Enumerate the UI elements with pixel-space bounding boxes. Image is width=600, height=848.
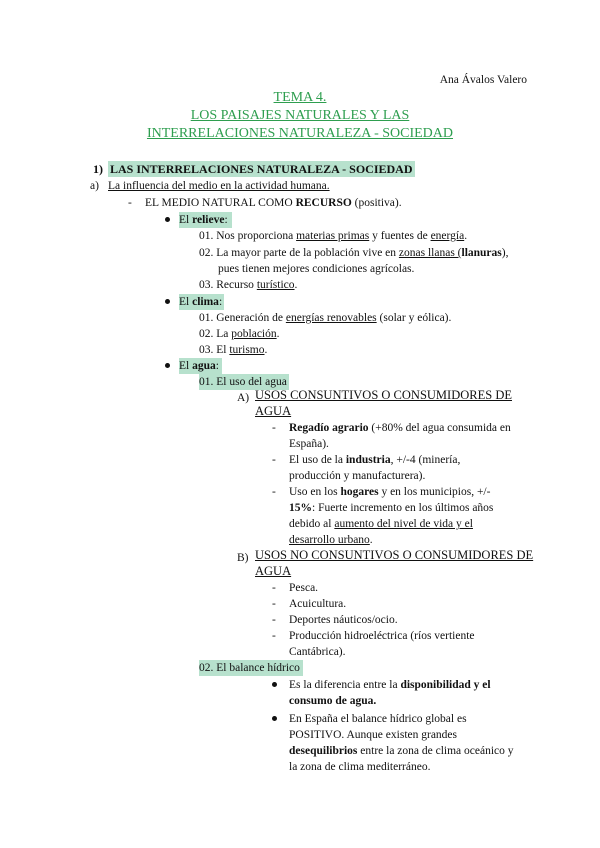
agua-bullet [165,358,170,374]
relieve-label: El relieve: [179,212,232,228]
usos-b-item-4-cont: Cantábrica). [289,646,346,658]
title-line3: INTERRELACIONES NATURALEZA - SOCIEDAD [146,126,454,141]
usos-a-letter: A) [237,392,250,404]
usos-b-item-1: Pesca. [289,582,319,594]
usos-a-item-3-cont2: debido al aumento del nivel de vida y el [289,518,473,530]
balance-item-2-cont3: la zona de clima mediterráneo. [289,761,431,773]
usos-a-item-1-cont: España). [289,438,329,450]
section-number: 1) [93,162,103,176]
usos-b-item-3: Deportes náuticos/ocio. [289,614,398,626]
balance-item-2-cont2: desequilibrios entre la zona de clima oceánico y [289,745,514,757]
clima-bullet [165,294,170,310]
usos-b-title-l1: USOS NO CONSUNTIVOS O CONSUMIDORES DE [255,548,534,562]
clima-label: El clima: [179,296,223,308]
section-heading: LAS INTERRELACIONES NATURALEZA - SOCIEDAD [110,162,413,176]
balance-title: 02. El balance hídrico [199,660,303,676]
balance-item-1: Es la diferencia entre la disponibilidad y el [289,679,491,691]
balance-item-1-cont: consumo de agua. [289,695,377,707]
usos-a-item-2: El uso de la industria, +/-4 (minería, [289,454,461,466]
usos-b-dash-3: - [272,614,276,626]
usos-a-item-3-cont1: 15%: Fuerte incremento en los últimos años [289,502,494,514]
medio-dash: - [128,197,132,209]
balance-item-2-cont1: POSITIVO. Aunque existen grandes [289,729,458,741]
usos-a-item-1: Regadío agrario (+80% del agua consumida en [289,422,511,434]
clima-item-2: 02. La población. [199,328,280,340]
author-name: Ana Ávalos Valero [439,74,527,86]
relieve-item-2: 02. La mayor parte de la población vive en zonas llanas (llanuras), [199,247,509,259]
usos-b-letter: B) [237,552,249,564]
relieve-item-2-cont: pues tienen mejores condiciones agrícolas. [218,263,415,275]
balance-bullet-2 [272,711,277,727]
medio-text-post: (positiva). [351,197,402,209]
item-a-letter: a) [90,180,99,192]
balance-item-2: En España el balance hídrico global es [289,713,467,725]
medio-text-pre: EL MEDIO NATURAL COMO [145,197,296,209]
usos-a-item-2-cont: producción y manufacturera). [289,470,426,482]
usos-a-title-l2: AGUA [255,404,292,418]
uso-agua-title: 01. El uso del agua [199,376,287,388]
usos-a-item-3: Uso en los hogares y en los municipios, +/- [289,486,491,498]
title-line2: LOS PAISAJES NATURALES Y LAS [190,108,410,123]
usos-b-title-l2: AGUA [255,564,292,578]
relieve-bullet [165,212,170,228]
usos-b-item-2: Acuicultura. [289,598,347,610]
usos-b-dash-2: - [272,598,276,610]
medio-text [145,195,402,211]
title-line1: TEMA 4. [273,90,327,105]
usos-a-item-3-cont3: desarrollo urbano. [289,534,373,546]
clima-item-1: 01. Generación de energías renovables (solar y eólica). [199,312,452,324]
relieve-item-3: 03. Recurso turístico. [199,279,298,291]
usos-b-dash-4: - [272,630,276,642]
relieve-item-1: 01. Nos proporciona materias primas y fuentes de energía. [199,230,468,242]
medio-text-bold: RECURSO [295,197,352,209]
usos-b-dash-1: - [272,582,276,594]
clima-item-3: 03. El turismo. [199,344,268,356]
usos-b-item-4: Producción hidroeléctrica (ríos vertiente [289,630,475,642]
usos-a-dash-3: - [272,486,276,498]
balance-bullet-1 [272,677,277,693]
usos-a-dash-1: - [272,422,276,434]
agua-label: El agua: [179,358,222,374]
usos-a-title-l1: USOS CONSUNTIVOS O CONSUMIDORES DE [255,388,512,402]
usos-a-dash-2: - [272,454,276,466]
item-a-text: La influencia del medio en la actividad humana. [108,180,330,192]
